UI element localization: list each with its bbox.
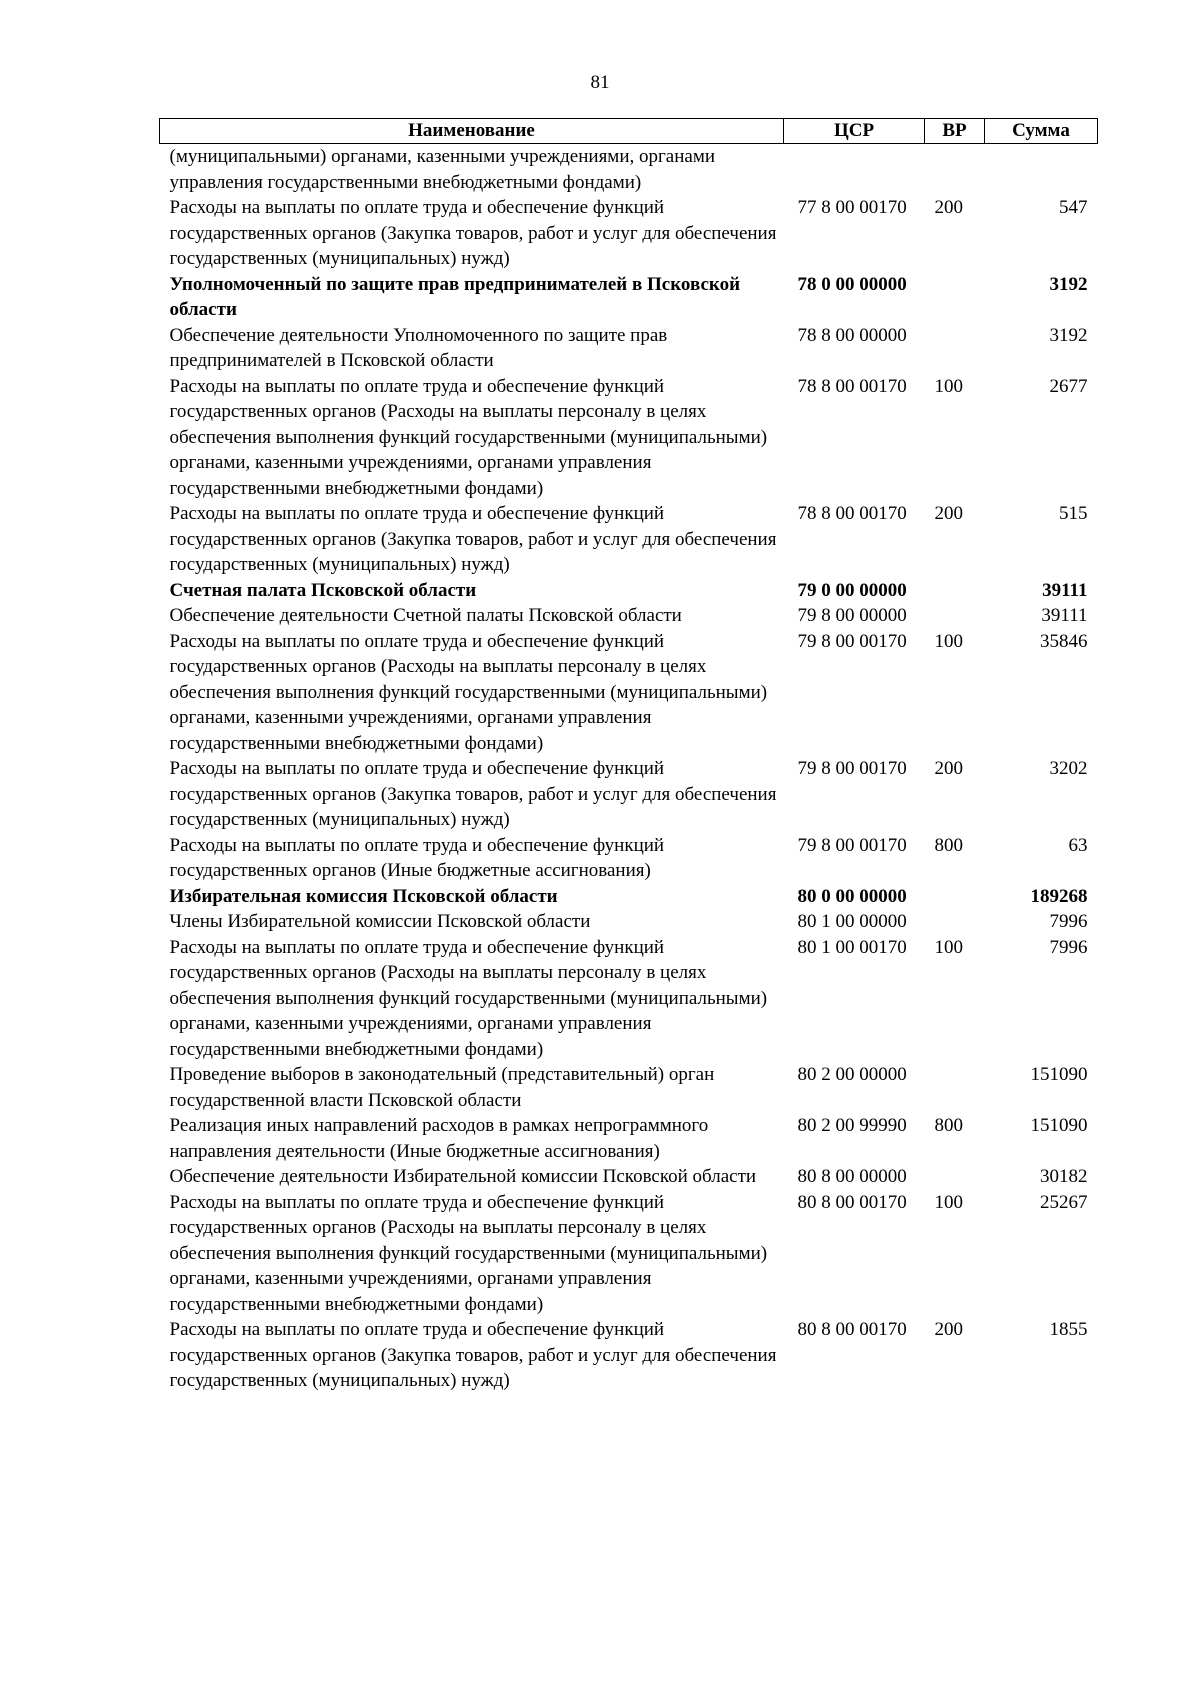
row-name: Избирательная комиссия Псковской области — [169, 885, 558, 907]
row-vr: 200 — [934, 758, 963, 779]
row-sum: 35846 — [1040, 630, 1088, 652]
row-name: Расходы на выплаты по оплате труда и обеспечение функций государственных органов (Закупка товаров, работ и услуг для обеспечения государственных (муниципальных) нужд) — [169, 1319, 777, 1391]
row-name: Реализация иных направлений расходов в рамках непрограммного направления деятельности (Иные бюджетные ассигнования) — [169, 1115, 709, 1162]
row-name: Расходы на выплаты по оплате труда и обеспечение функций государственных органов (Иные бюджетные ассигнования) — [169, 834, 665, 881]
row-csr — [784, 144, 925, 196]
header-name: Наименование — [160, 119, 784, 144]
row-name: Расходы на выплаты по оплате труда и обеспечение функций государственных органов (Расходы на выплаты персоналу в целях обеспечения выполнения функций государственными (муниципальными) органами, казенными учреждениями, органами управления государственными внебюджетными фондами) — [169, 1191, 768, 1315]
table-row — [160, 833, 1098, 884]
header-csr: ЦСР — [784, 119, 925, 144]
row-csr: 80 2 00 00000 — [797, 1064, 907, 1085]
row-name: Обеспечение деятельности Уполномоченного по защите прав предпринимателей в Псковской области — [169, 324, 668, 371]
row-name: Расходы на выплаты по оплате труда и обеспечение функций государственных органов (Закупка товаров, работ и услуг для обеспечения государственных (муниципальных) нужд) — [169, 503, 777, 575]
row-vr — [925, 144, 985, 196]
row-sum: 547 — [1059, 197, 1088, 218]
table-row — [160, 756, 1098, 833]
row-name: Расходы на выплаты по оплате труда и обеспечение функций государственных органов (Расходы на выплаты персоналу в целях обеспечения выполнения функций государственными (муниципальными) органами, казенными учреждениями, органами управления государственными внебюджетными фондами) — [169, 936, 768, 1060]
row-sum: 1855 — [1049, 1319, 1088, 1340]
row-vr: 100 — [934, 936, 963, 958]
table-row — [160, 578, 1098, 604]
row-vr: 200 — [934, 197, 963, 218]
table-row — [160, 884, 1098, 910]
row-vr: 800 — [934, 1115, 963, 1136]
row-csr: 80 2 00 99990 — [797, 1115, 907, 1136]
row-csr: 79 8 00 00170 — [797, 630, 907, 652]
row-vr: 100 — [934, 375, 963, 397]
row-csr: 77 8 00 00170 — [797, 197, 907, 218]
table-row — [160, 1164, 1098, 1190]
row-vr: 100 — [934, 1191, 963, 1213]
row-sum — [985, 144, 1098, 196]
row-name: Расходы на выплаты по оплате труда и обеспечение функций государственных органов (Закупка товаров, работ и услуг для обеспечения государственных (муниципальных) нужд) — [169, 758, 777, 830]
row-vr — [925, 1164, 985, 1190]
page-number: 81 — [590, 72, 610, 93]
row-csr: 78 8 00 00170 — [797, 375, 907, 397]
row-vr — [925, 272, 985, 323]
row-sum: 7996 — [1049, 936, 1088, 958]
row-csr: 80 8 00 00170 — [797, 1319, 907, 1340]
row-vr — [925, 884, 985, 910]
table-body — [160, 144, 1098, 1394]
header-vr: ВР — [925, 119, 985, 144]
table-row — [160, 935, 1098, 1063]
row-name: Расходы на выплаты по оплате труда и обеспечение функций государственных органов (Расходы на выплаты персоналу в целях обеспечения выполнения функций государственными (муниципальными) органами, казенными учреждениями, органами управления государственными внебюджетными фондами) — [169, 630, 768, 754]
row-sum: 3192 — [1049, 273, 1088, 295]
row-csr: 80 1 00 00170 — [797, 936, 907, 958]
row-vr — [925, 323, 985, 374]
row-name: Обеспечение деятельности Счетной палаты Псковской области — [169, 605, 682, 626]
row-sum: 39111 — [1041, 605, 1088, 626]
row-sum: 3202 — [1049, 758, 1088, 779]
row-sum: 63 — [1068, 834, 1088, 856]
row-csr: 79 8 00 00170 — [797, 758, 907, 779]
row-name: Уполномоченный по защите прав предпринимателей в Псковской области — [169, 273, 741, 320]
row-name: Проведение выборов в законодательный (представительный) орган государственной власти Псковской области — [169, 1064, 715, 1111]
table-row — [160, 629, 1098, 757]
row-csr: 79 0 00 00000 — [797, 579, 907, 601]
row-csr: 78 0 00 00000 — [797, 273, 907, 295]
row-name: (муниципальными) органами, казенными учреждениями, органами управления государственными внебюджетными фондами) — [169, 146, 716, 193]
row-sum: 151090 — [1030, 1064, 1088, 1085]
table-row — [160, 501, 1098, 578]
row-vr: 200 — [934, 1319, 963, 1340]
row-vr: 800 — [934, 834, 963, 856]
table-row — [160, 909, 1098, 935]
row-vr — [925, 909, 985, 935]
table-row — [160, 1317, 1098, 1394]
budget-table — [159, 118, 1098, 1394]
table-row — [160, 374, 1098, 502]
row-sum: 189268 — [1030, 885, 1088, 907]
row-name: Расходы на выплаты по оплате труда и обеспечение функций государственных органов (Закупка товаров, работ и услуг для обеспечения государственных (муниципальных) нужд) — [169, 197, 777, 269]
row-name: Счетная палата Псковской области — [169, 579, 477, 601]
row-vr — [925, 603, 985, 629]
table-row — [160, 144, 1098, 196]
row-csr: 78 8 00 00170 — [797, 503, 907, 524]
row-sum: 39111 — [1042, 579, 1088, 601]
header-sum: Сумма — [985, 119, 1098, 144]
table-row — [160, 323, 1098, 374]
table-row — [160, 603, 1098, 629]
row-sum: 30182 — [1040, 1166, 1088, 1187]
row-vr: 100 — [934, 630, 963, 652]
row-csr: 80 0 00 00000 — [797, 885, 907, 907]
row-csr: 80 1 00 00000 — [797, 911, 907, 932]
row-name: Члены Избирательной комиссии Псковской области — [169, 911, 591, 932]
table-row — [160, 272, 1098, 323]
row-csr: 79 8 00 00000 — [797, 605, 907, 626]
row-csr: 80 8 00 00170 — [797, 1191, 907, 1213]
row-sum: 7996 — [1049, 911, 1088, 932]
table-row — [160, 1113, 1098, 1164]
row-vr — [925, 578, 985, 604]
table-row — [160, 1062, 1098, 1113]
row-sum: 3192 — [1049, 324, 1088, 346]
row-sum: 25267 — [1040, 1191, 1088, 1213]
table-row — [160, 195, 1098, 272]
row-vr — [925, 1062, 985, 1113]
row-sum: 515 — [1059, 503, 1088, 524]
table-header-row — [160, 119, 1098, 144]
row-name: Обеспечение деятельности Избирательной комиссии Псковской области — [169, 1166, 757, 1187]
row-csr: 80 8 00 00000 — [797, 1166, 907, 1187]
row-vr: 200 — [934, 503, 963, 524]
row-csr: 79 8 00 00170 — [797, 834, 907, 856]
row-sum: 2677 — [1049, 375, 1088, 397]
row-csr: 78 8 00 00000 — [797, 324, 907, 346]
row-sum: 151090 — [1030, 1115, 1088, 1136]
row-name: Расходы на выплаты по оплате труда и обеспечение функций государственных органов (Расходы на выплаты персоналу в целях обеспечения выполнения функций государственными (муниципальными) органами, казенными учреждениями, органами управления государственными внебюджетными фондами) — [169, 375, 768, 499]
table-row — [160, 1190, 1098, 1318]
